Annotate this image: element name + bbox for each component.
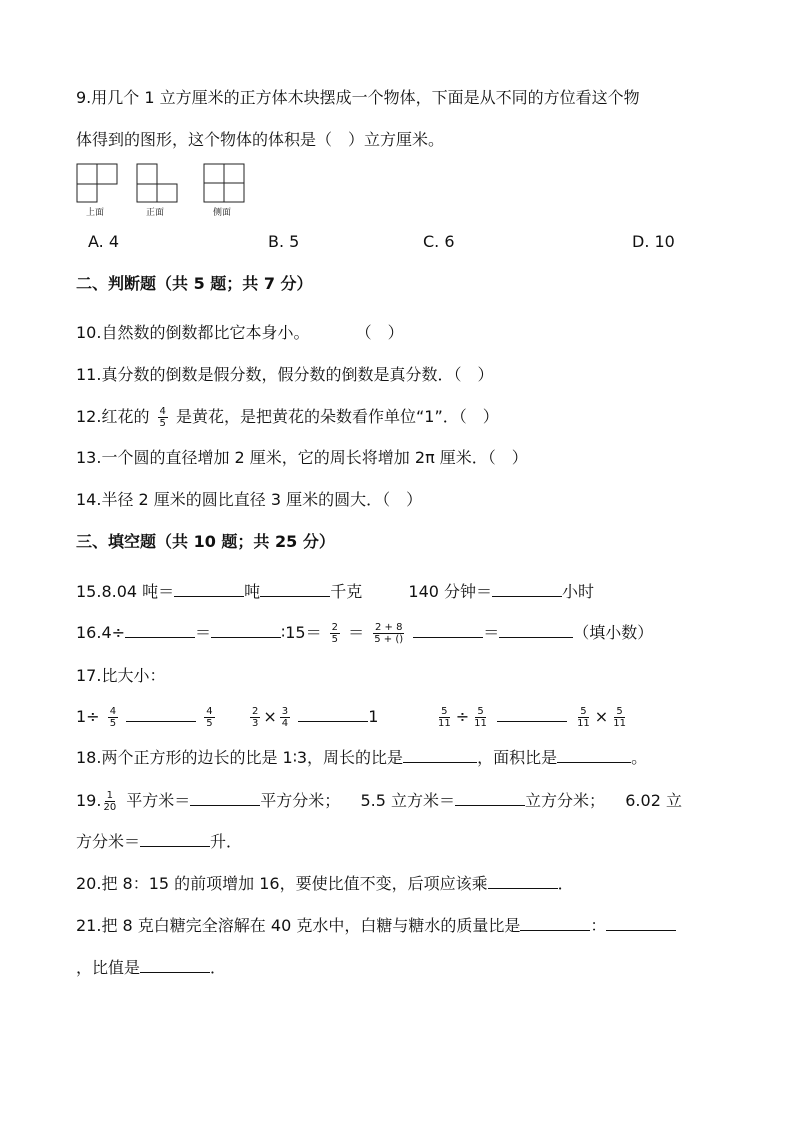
q16-blank-4[interactable] [499,623,573,638]
q15-blank-2[interactable] [260,582,330,597]
q16-blank-3[interactable] [413,623,483,638]
q17-compare-3 [433,706,631,729]
q21-blank-3[interactable] [140,958,210,973]
q17-title: 17.比大小： [76,666,166,685]
option-d[interactable]: D. 10 [632,232,675,251]
q17-c3-op2: × [594,707,609,726]
q17-compare-1 [76,706,218,729]
q18-part-b: ，面积比是 [477,748,558,767]
q19-part-c: 5.5 立方米＝ [360,791,456,810]
q19-part-b: 平方分米； [260,791,341,810]
q17-c3-frac-3: $\frac{5}{11}$ [577,706,590,729]
q17-compare-2 [247,706,378,729]
q16-part-f: （填小数） [573,623,654,642]
q15-part-a: 15.8.04 吨＝ [76,582,175,601]
q16-fraction-2: $\frac{2 + 8}{5 + ()}$ [374,622,404,645]
q16-part-a: 16.4÷ [76,623,126,642]
q19-fraction: $\frac{1}{20}$ [103,790,117,813]
q18 [76,748,647,768]
q19-blank-1[interactable] [190,791,260,806]
q18-blank-1[interactable] [403,748,477,763]
q10-answer-paren[interactable]: （ ） [355,323,404,342]
q17-c3-frac-2: $\frac{5}{11}$ [474,706,487,729]
q15-blank-1[interactable] [174,582,244,597]
top-view-label: 上面 [86,208,105,218]
q17-c2-frac-2: $\frac{3}{4}$ [281,706,289,729]
q16-part-e: ＝ [483,623,500,642]
q19-pre: 19. [76,791,102,810]
q16 [76,622,653,645]
q17-c1-frac-1: $\frac{4}{5}$ [109,706,117,729]
q17-blank-2[interactable] [298,707,368,722]
q13-text: 13.一个圆的直径增加 2 厘米，它的周长将增加 2π 厘米．（ ） [76,448,528,467]
q14-text: 14.半径 2 厘米的圆比直径 3 厘米的圆大．（ ） [76,490,423,509]
q11-text: 11.真分数的倒数是假分数，假分数的倒数是真分数．（ ） [76,365,494,384]
q17-c2-post: 1 [368,707,379,726]
top-view-figure [76,163,118,203]
option-a[interactable]: A. 4 [88,232,120,251]
q19-line1 [76,790,682,813]
q17-c2-frac-1: $\frac{2}{3}$ [252,706,259,729]
option-c[interactable]: C. 6 [423,232,455,251]
q21-part-b: ： [590,916,607,935]
q18-part-c: 。 [631,748,648,767]
option-b[interactable]: B. 5 [268,232,300,251]
q15 [76,582,594,602]
q19-line2 [76,832,242,852]
q21-blank-2[interactable] [606,916,676,931]
q21-line2-b: ． [210,958,227,977]
q12-post: 是黄花，是把黄花的朵数看作单位“1”．（ ） [176,407,499,426]
q17-c3-op: ÷ [455,707,470,726]
section3-title: 三、填空题（共 10 题；共 25 分） [76,532,335,551]
q19-part-a: 平方米＝ [126,791,191,810]
q15-part-d: 140 分钟＝ [408,582,493,601]
q17-c1-pre: 1÷ [76,707,100,726]
q21-line2 [76,958,226,978]
q20-blank[interactable] [488,874,558,889]
q19-line2-a: 方分米＝ [76,832,141,851]
q17-blank-1[interactable] [126,707,196,722]
q21-part-a: 21.把 8 克白糖完全溶解在 40 克水中，白糖与糖水的质量比是 [76,916,521,935]
q15-part-b: 吨 [244,582,261,601]
q16-part-d: ＝ [348,623,365,642]
side-view-figure [203,163,245,203]
q10 [76,323,404,343]
q10-text: 10.自然数的倒数都比它本身小。 [76,323,310,342]
section2-title: 二、判断题（共 5 题；共 7 分） [76,274,313,293]
q16-part-c: ∶15＝ [281,623,322,642]
q15-part-c: 千克 [330,582,363,601]
q21-line2-a: ，比值是 [76,958,141,977]
q16-fraction-1: $\frac{2}{5}$ [331,622,339,645]
q12 [76,406,499,429]
q17-c3-frac-4: $\frac{5}{11}$ [613,706,626,729]
q12-fraction: $\frac{4}{5}$ [159,406,166,429]
q16-blank-1[interactable] [125,623,195,638]
q20-part-b: ． [557,874,574,893]
q21-line1 [76,916,676,936]
q17-c3-frac-1: $\frac{5}{11}$ [438,706,451,729]
q19-blank-2[interactable] [455,791,525,806]
q19-blank-3[interactable] [140,832,210,847]
side-view-label: 侧面 [213,208,232,218]
q18-part-a: 18.两个正方形的边长的比是 1∶3，周长的比是 [76,748,404,767]
q19-part-e: 6.02 立 [625,791,682,810]
q21-blank-1[interactable] [520,916,590,931]
q17-c2-op: × [263,707,277,726]
front-view-label: 正面 [146,208,165,218]
q16-blank-2[interactable] [211,623,281,638]
q18-blank-2[interactable] [557,748,631,763]
q16-part-b: ＝ [195,623,212,642]
q15-part-e: 小时 [562,582,595,601]
q20-part-a: 20.把 8：15 的前项增加 16，要使比值不变，后项应该乘 [76,874,488,893]
q17-c1-frac-2: $\frac{4}{5}$ [206,706,213,729]
q9-line2: 体得到的图形，这个物体的体积是（ ）立方厘米。 [76,130,445,149]
q17-blank-3[interactable] [497,707,567,722]
front-view-figure [136,163,178,203]
q19-line2-b: 升． [210,832,243,851]
q20 [76,874,574,894]
q9-line1: 9.用几个 1 立方厘米的正方体木块摆成一个物体，下面是从不同的方位看这个物 [76,88,640,107]
q12-pre: 12.红花的 [76,407,150,426]
q15-blank-3[interactable] [492,582,562,597]
q19-part-d: 立方分米； [525,791,606,810]
